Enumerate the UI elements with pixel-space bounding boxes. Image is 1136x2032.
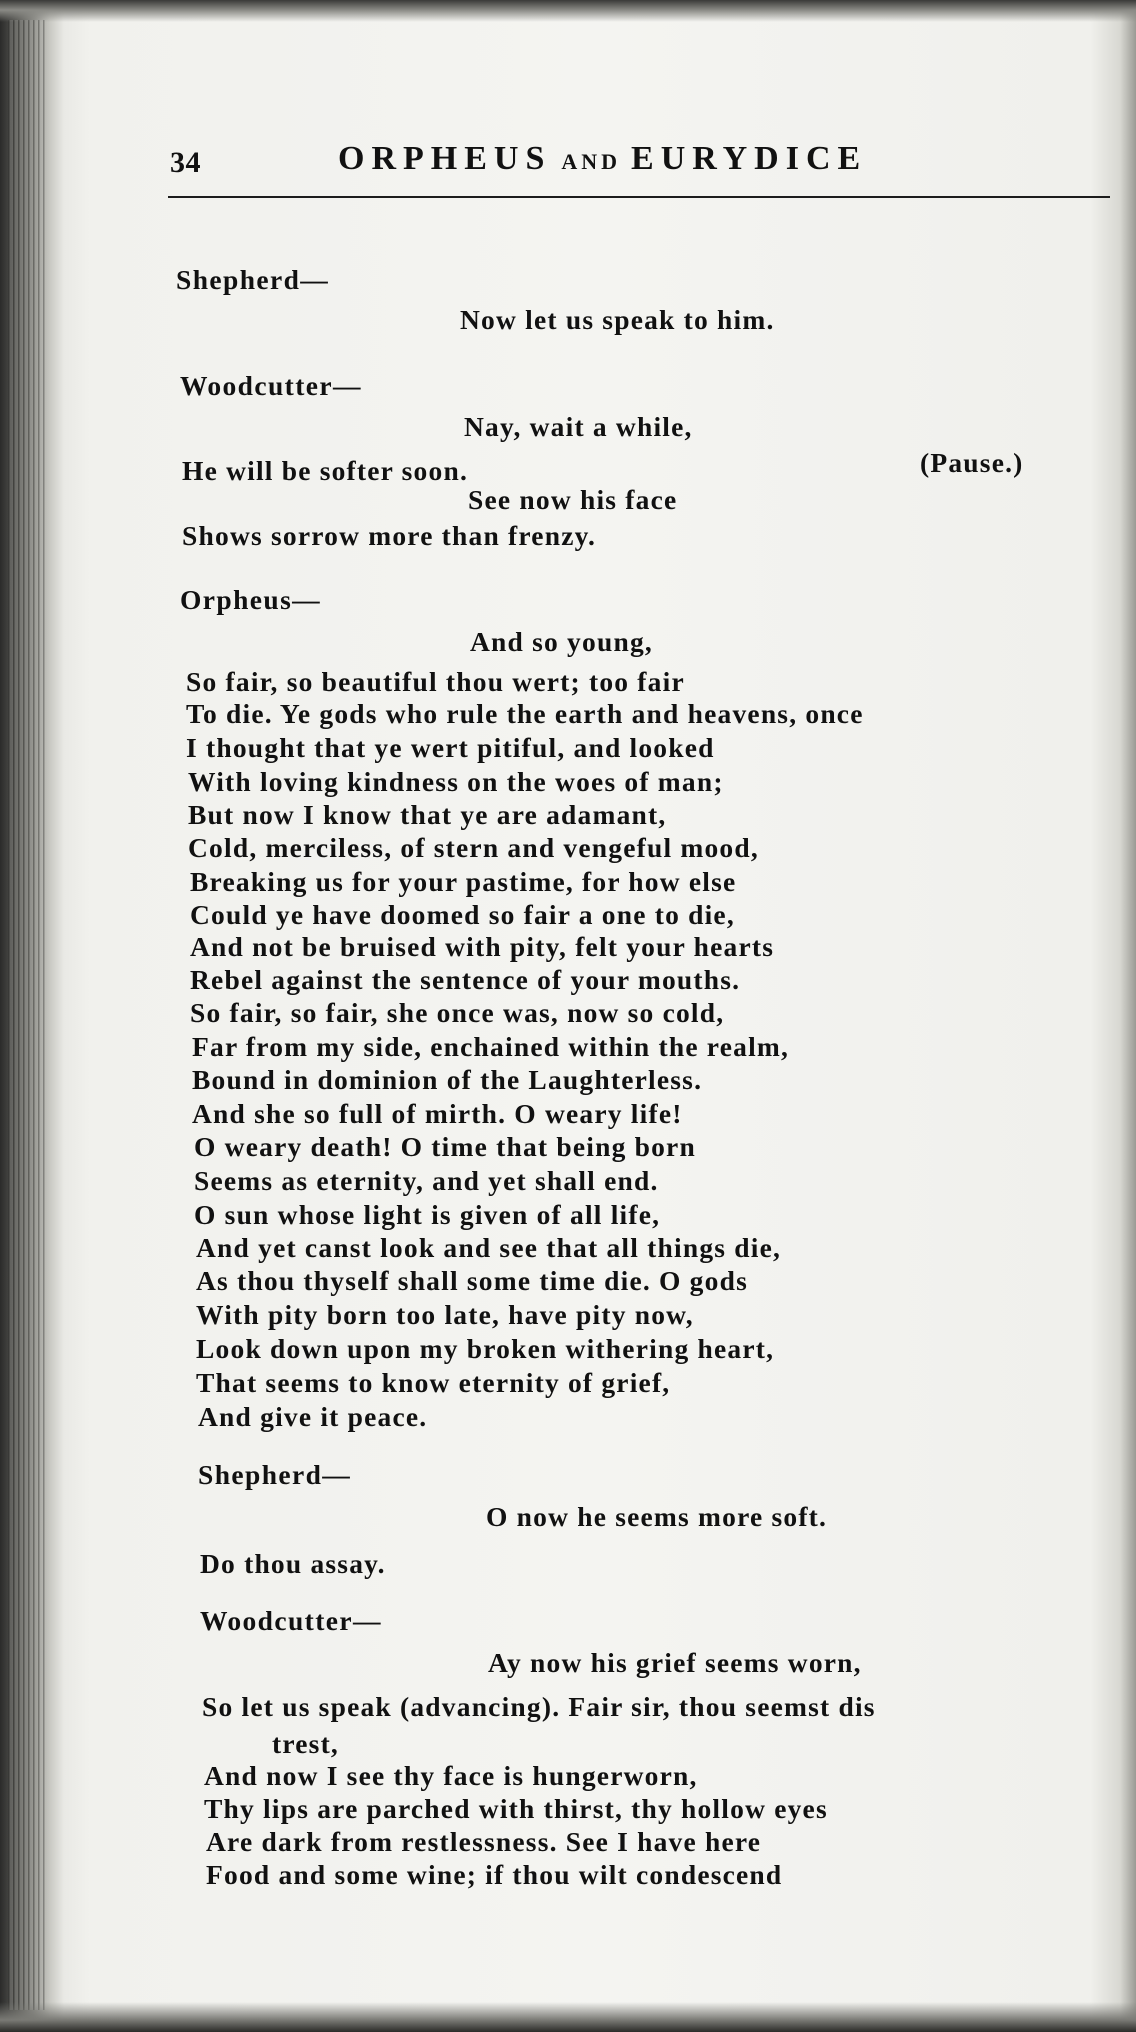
- verse-line-continuation: trest,: [272, 1728, 340, 1759]
- verse-line: Food and some wine; if thou wilt condescend: [206, 1859, 783, 1890]
- verse-line: And yet canst look and see that all things die,: [196, 1232, 782, 1263]
- verse-line: I thought that ye wert pitiful, and looked: [186, 732, 715, 763]
- verse-line: So let us speak (advancing). Fair sir, thou seemst dis: [202, 1691, 876, 1722]
- verse-line: So fair, so fair, she once was, now so cold,: [190, 997, 725, 1028]
- speaker-orpheus: Orpheus—: [180, 584, 322, 615]
- verse-line: With pity born too late, have pity now,: [196, 1299, 694, 1330]
- verse-line: To die. Ye gods who rule the earth and heavens, once: [186, 698, 864, 729]
- verse-line: With loving kindness on the woes of man;: [188, 766, 724, 797]
- verse-line: As thou thyself shall some time die. O gods: [196, 1265, 748, 1296]
- verse-line: Far from my side, enchained within the realm,: [192, 1031, 790, 1062]
- verse-line: Are dark from restlessness. See I have here: [206, 1826, 762, 1857]
- verse-line: And she so full of mirth. O weary life!: [192, 1098, 683, 1129]
- verse-line: Look down upon my broken withering heart,: [196, 1333, 775, 1364]
- verse-line: Now let us speak to him.: [460, 304, 775, 335]
- page-number: 34: [170, 146, 201, 179]
- verse-line: See now his face: [468, 484, 678, 515]
- speaker-woodcutter: Woodcutter—: [200, 1605, 382, 1636]
- title-orpheus: ORPHEUS: [338, 140, 552, 177]
- verse-line: Ay now his grief seems worn,: [488, 1647, 862, 1678]
- verse-line: And so young,: [470, 626, 653, 657]
- verse-line: Cold, merciless, of stern and vengeful mood,: [188, 832, 759, 863]
- verse-line: Do thou assay.: [200, 1548, 386, 1579]
- verse-line: So fair, so beautiful thou wert; too fair: [186, 666, 685, 697]
- verse-line: Seems as eternity, and yet shall end.: [194, 1165, 659, 1196]
- title-eurydice: EURYDICE: [631, 140, 868, 177]
- verse-line: And give it peace.: [198, 1401, 428, 1432]
- verse-line: Nay, wait a while,: [464, 411, 693, 442]
- verse-line: And not be bruised with pity, felt your hearts: [190, 931, 775, 962]
- verse-line: But now I know that ye are adamant,: [188, 799, 667, 830]
- verse-line: Shows sorrow more than frenzy.: [182, 520, 597, 551]
- verse-line: Rebel against the sentence of your mouths.: [190, 964, 741, 995]
- verse-line: Could ye have doomed so fair a one to die,: [190, 899, 735, 930]
- verse-line: Thy lips are parched with thirst, thy hollow eyes: [204, 1793, 828, 1824]
- header-rule: [168, 196, 1110, 198]
- verse-line: That seems to know eternity of grief,: [196, 1367, 671, 1398]
- running-title: [338, 140, 867, 178]
- speaker-shepherd: Shepherd—: [198, 1459, 352, 1490]
- verse-line: O now he seems more soft.: [486, 1501, 828, 1532]
- verse-line: He will be softer soon.: [182, 455, 469, 486]
- verse-line: And now I see thy face is hungerworn,: [204, 1760, 698, 1791]
- verse-line: O weary death! O time that being born: [194, 1131, 696, 1162]
- verse-line: O sun whose light is given of all life,: [194, 1199, 661, 1230]
- stage-direction: (Pause.): [920, 447, 1024, 478]
- title-and: AND: [561, 149, 622, 174]
- verse-line: Breaking us for your pastime, for how else: [190, 866, 737, 897]
- verse-line: Bound in dominion of the Laughterless.: [192, 1064, 703, 1095]
- speaker-shepherd: Shepherd—: [176, 264, 330, 295]
- speaker-woodcutter: Woodcutter—: [180, 370, 362, 401]
- bottom-shadow: [0, 2002, 1136, 2032]
